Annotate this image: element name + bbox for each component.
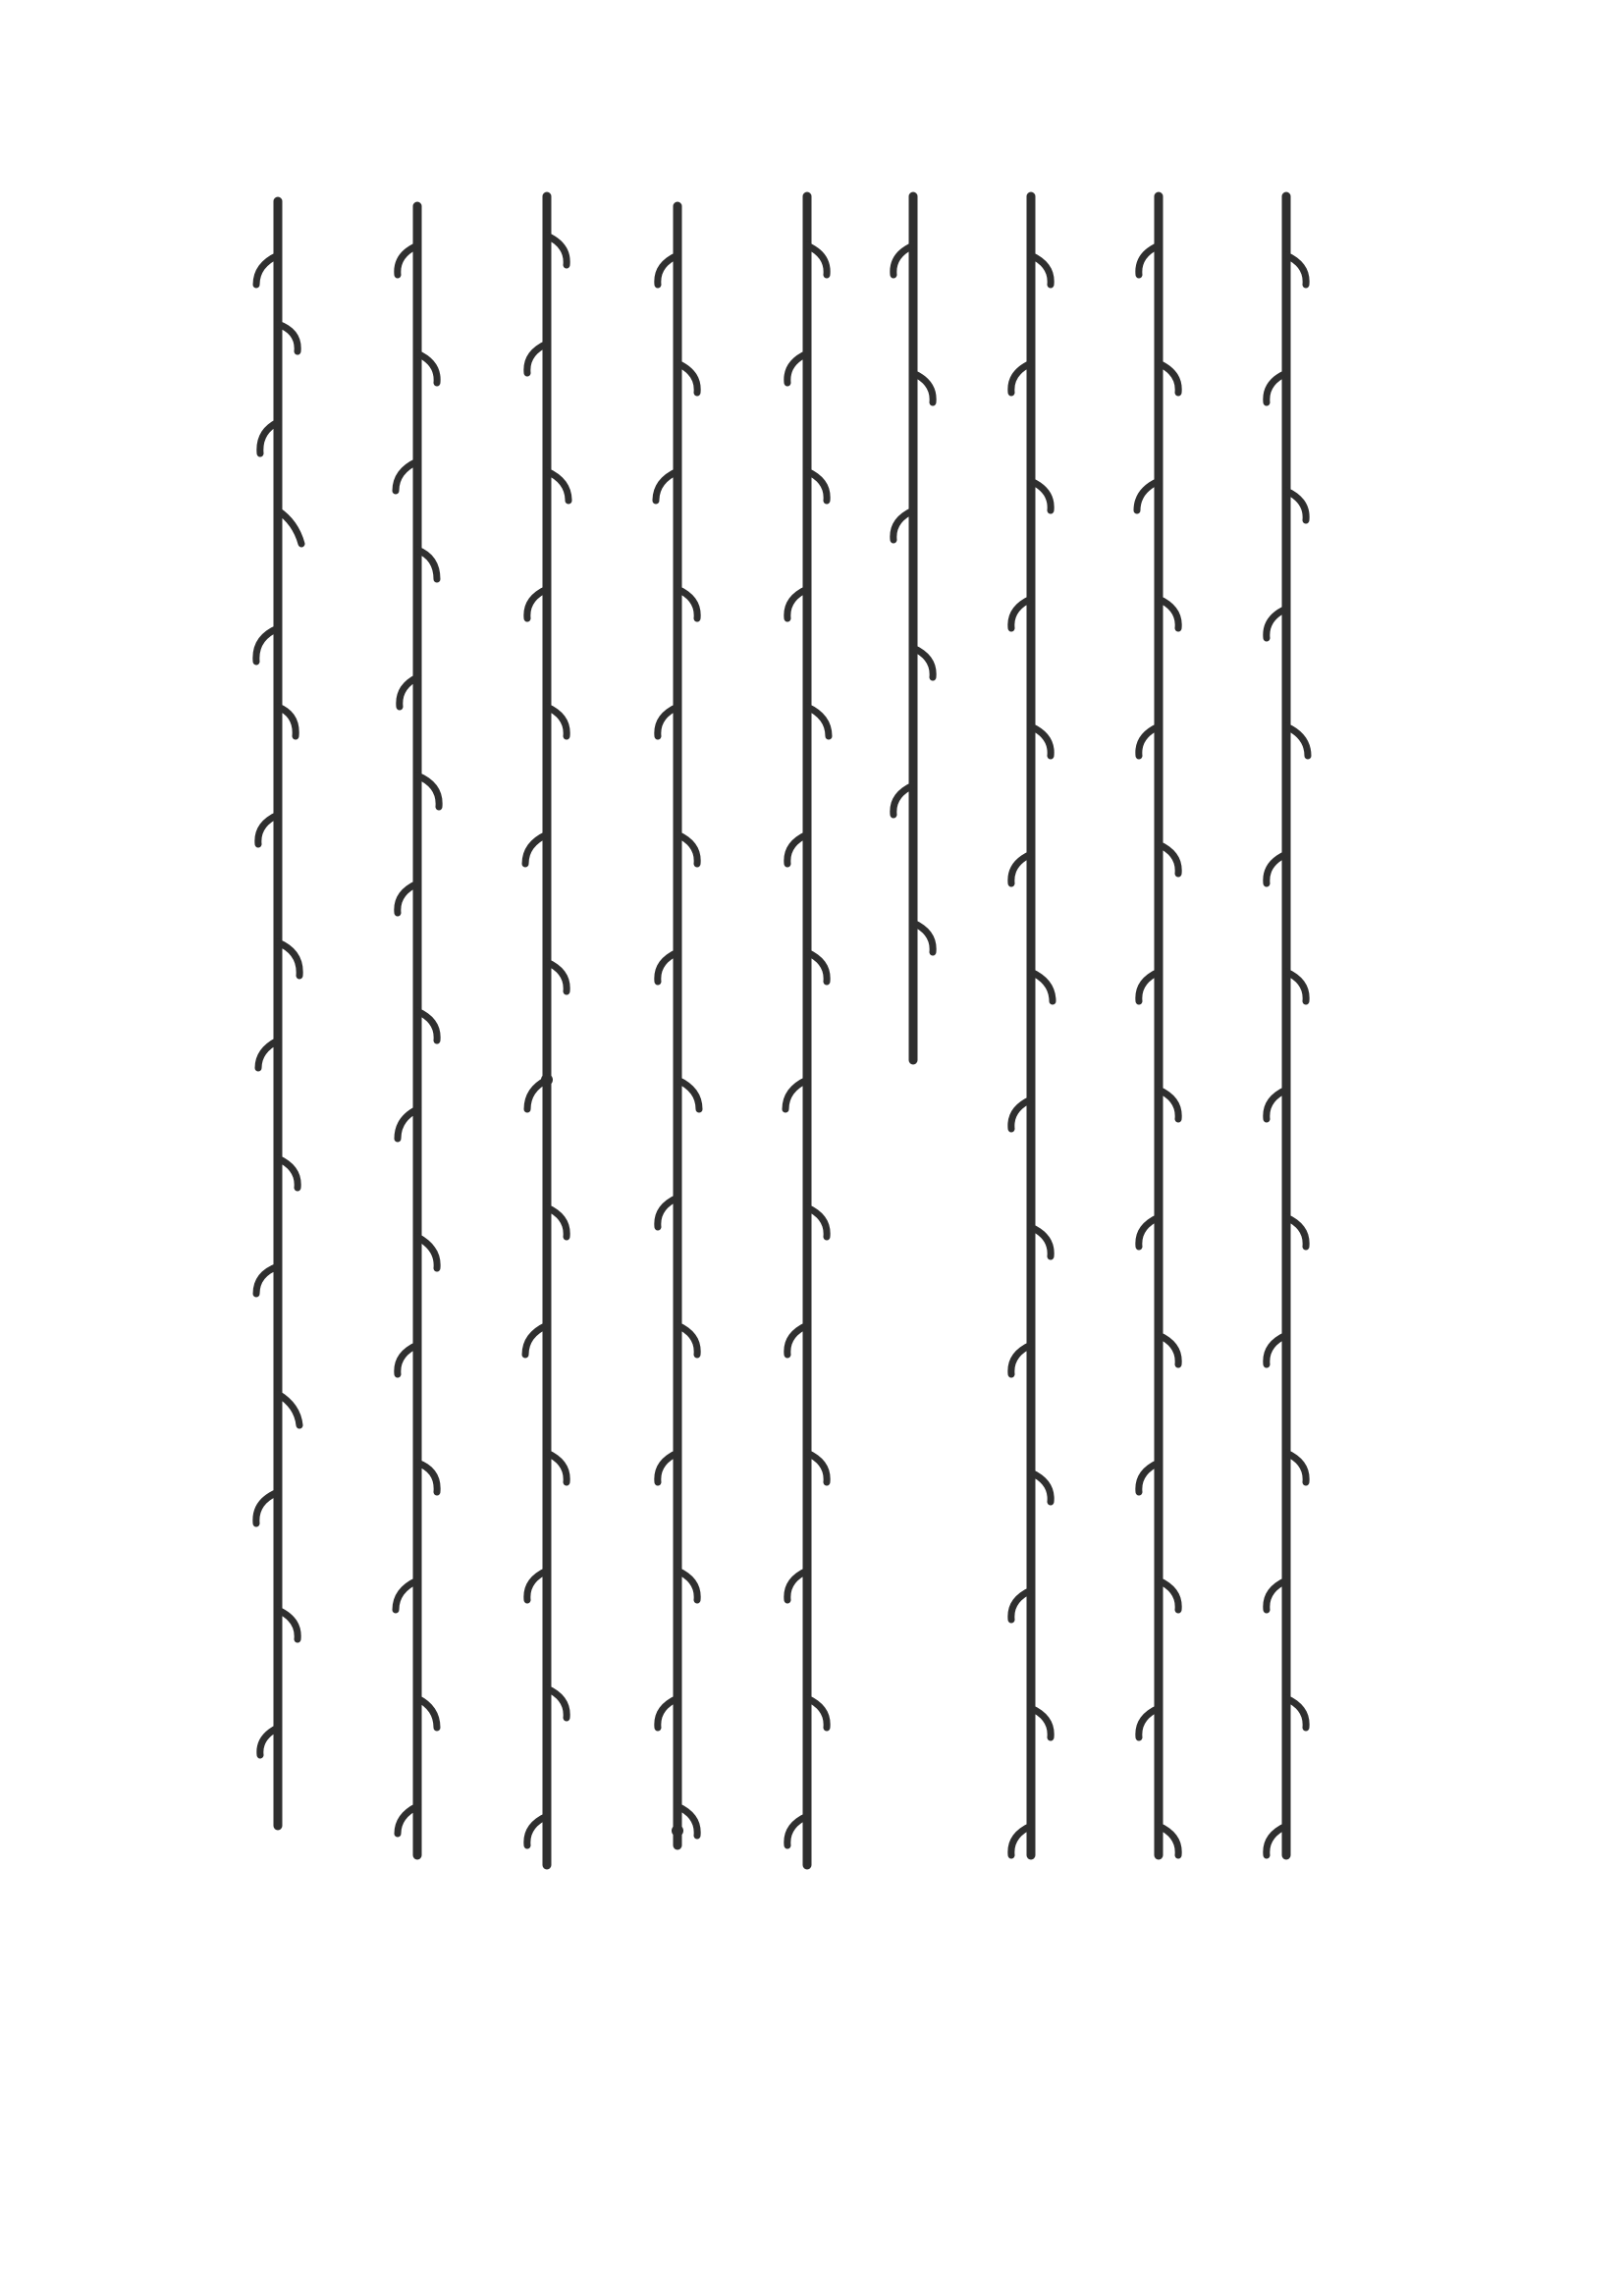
text-column-4 <box>648 0 707 2296</box>
script-line-6 <box>884 0 943 2296</box>
text-column-9 <box>1257 0 1316 2296</box>
script-line-7 <box>1001 0 1060 2296</box>
text-column-1 <box>248 0 307 2296</box>
script-line-2 <box>388 0 447 2296</box>
script-line-5 <box>778 0 837 2296</box>
script-line-1 <box>248 0 307 2296</box>
text-column-3 <box>517 0 576 2296</box>
text-column-5 <box>778 0 837 2296</box>
text-column-2 <box>388 0 447 2296</box>
script-line-8 <box>1129 0 1188 2296</box>
script-line-3 <box>517 0 576 2296</box>
script-line-4 <box>648 0 707 2296</box>
text-column-8 <box>1129 0 1188 2296</box>
text-column-6 <box>884 0 943 2296</box>
script-line-9 <box>1257 0 1316 2296</box>
text-column-7 <box>1001 0 1060 2296</box>
